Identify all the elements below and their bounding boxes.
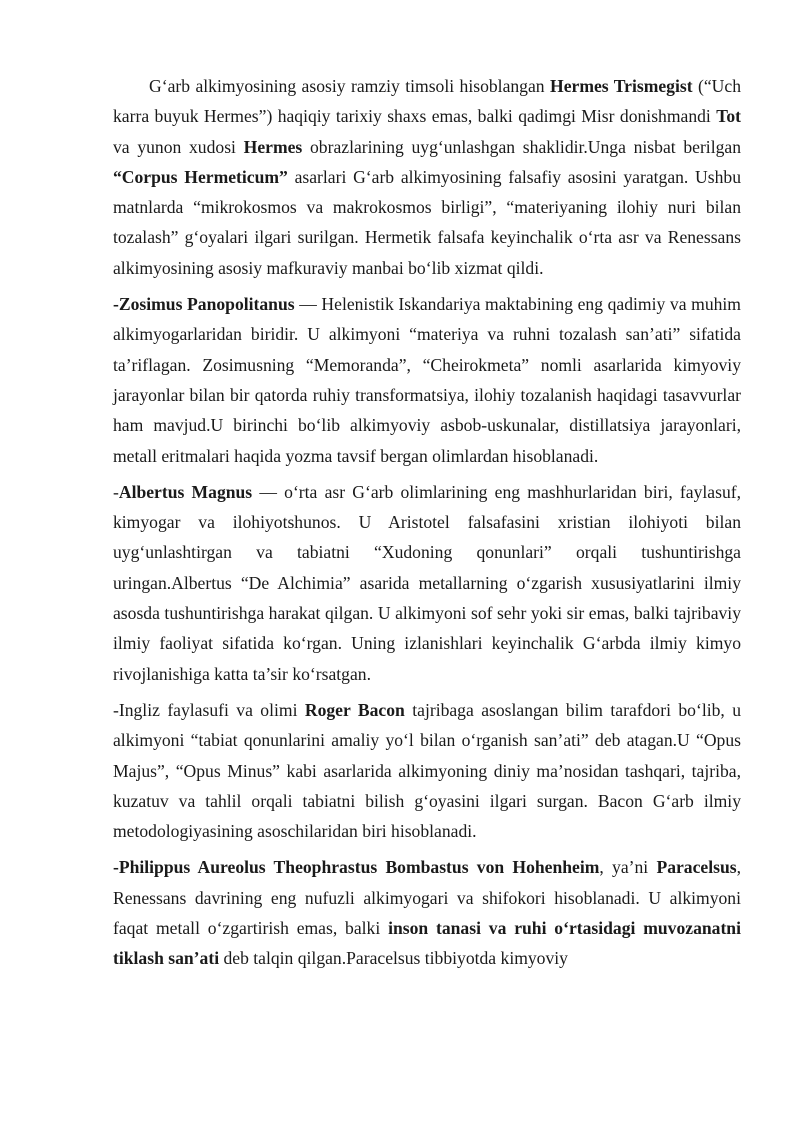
text-segment: — Helenistik Iskandariya maktabining eng qadimiy va muhim alkimyogarlaridan biridir. U alkimyoni “materiya va ruhni tozalash san’ati” sifatida ta’riflagan. Zosimusning “Memoranda”, “Cheirokmeta” nomli asarlarida kimyoviy jarayonlar bilan bir qatorda ruhiy transformatsiya, ilohiy tozalanish haqidagi tasavvurlar ham mavjud.U birinchi bo‘lib alkimyoviy asbob-uskunalar, distillatsiya jarayonlari, metall eritmalari haqida yozma tavsif bergan olimlardan hisoblanadi. — [113, 294, 741, 466]
text-segment: (“Uch karra buyuk Hermes”) haqiqiy tarixiy shaxs emas, balki qadimgi Misr donishmandi — [113, 76, 741, 127]
bold-term: -Philippus Aureolus Theophrastus Bombastus von Hohenheim — [113, 857, 600, 878]
document-page — [113, 71, 741, 980]
text-segment: — o‘rta asr G‘arb olimlarining eng mashhurlaridan biri, faylasuf, kimyogar va ilohiyotshunos. U Aristotel falsafasini xristian ilohiyoti bilan uyg‘unlashtirgan va tabiatni “Xudoning qonunlari” orqali tushuntirishga uringan.Albertus “De Alchimia” asarida metallarning o‘zgarish xususiyatlarini ilmiy asosda tushuntirishga harakat qilgan. U alkimyoni sof sehr yoki sir emas, balki tajribaviy ilmiy faoliyat sifatida ko‘rgan. Uning izlanishlari keyinchalik G‘arbda ilmiy kimyo rivojlanishiga katta ta’sir ko‘rsatgan. — [113, 481, 741, 684]
text-segment: va yunon xudosi — [113, 136, 244, 157]
bold-term: “Corpus Hermeticum” — [113, 166, 288, 187]
bold-term: Albertus Magnus — [118, 481, 253, 502]
paragraph-albertus-magnus — [113, 477, 741, 689]
bold-term: inson tanasi va ruhi o‘rtasidagi muvozanatni tiklash san’ati — [113, 918, 741, 969]
text-segment: , ya’ni — [599, 857, 657, 878]
text-segment: -Ingliz faylasufi va olimi — [113, 699, 305, 720]
text-segment: deb talqin qilgan.Paracelsus tibbiyotda kimyoviy — [219, 948, 568, 969]
bold-term: Tot — [716, 106, 741, 127]
text-segment: tajribaga asoslangan bilim tarafdori bo‘lib, u alkimyoni “tabiat qonunlarini amaliy yo‘l bilan o‘rganish san’ati” deb atagan.U “Opus Majus”, “Opus Minus” kabi asarlarida alkimyoning diniy ma’nosidan tashqari, tajriba, kuzatuv va tahlil orqali tabiatni bilish g‘oyasini ilgari surgan. Bacon G‘arb ilmiy metodologiyasining asoschilaridan biri hisoblanadi. — [113, 699, 742, 842]
bold-term: Roger Bacon — [304, 699, 405, 720]
text-segment: asarlari G‘arb alkimyosining falsafiy asosini yaratgan. Ushbu matnlarda “mikrokosmos va makrokosmos birligi”, “materiyaning ilohiy nuri bilan tozalash” g‘oyalari ilgari surilgan. Hermetik falsafa keyinchalik o‘rta asr va Renessans alkimyosining asosiy mafkuraviy manbai bo‘lib xizmat qildi. — [113, 166, 742, 278]
text-segment: , Renessans davrining eng nufuzli alkimyogari va shifokori hisoblanadi. U alkimyoni faqat metall o‘zgartirish emas, balki — [113, 857, 741, 939]
bold-term: Hermes Trismegist — [550, 76, 693, 96]
paragraph-paracelsus — [113, 852, 741, 973]
bold-term: Paracelsus — [656, 857, 737, 878]
bold-term: Hermes — [243, 136, 303, 157]
paragraph-roger-bacon — [113, 695, 741, 846]
text-segment: obrazlarining uyg‘unlashgan shaklidir.Unga nisbat berilgan — [302, 136, 741, 157]
paragraph-zosimus — [113, 289, 741, 471]
paragraph-hermes-trismegist — [113, 71, 741, 283]
text-segment: G‘arb alkimyosining asosiy ramziy timsoli hisoblangan — [149, 76, 551, 96]
text-segment: - — [113, 481, 119, 502]
bold-term: -Zosimus Panopolitanus — [113, 294, 295, 315]
